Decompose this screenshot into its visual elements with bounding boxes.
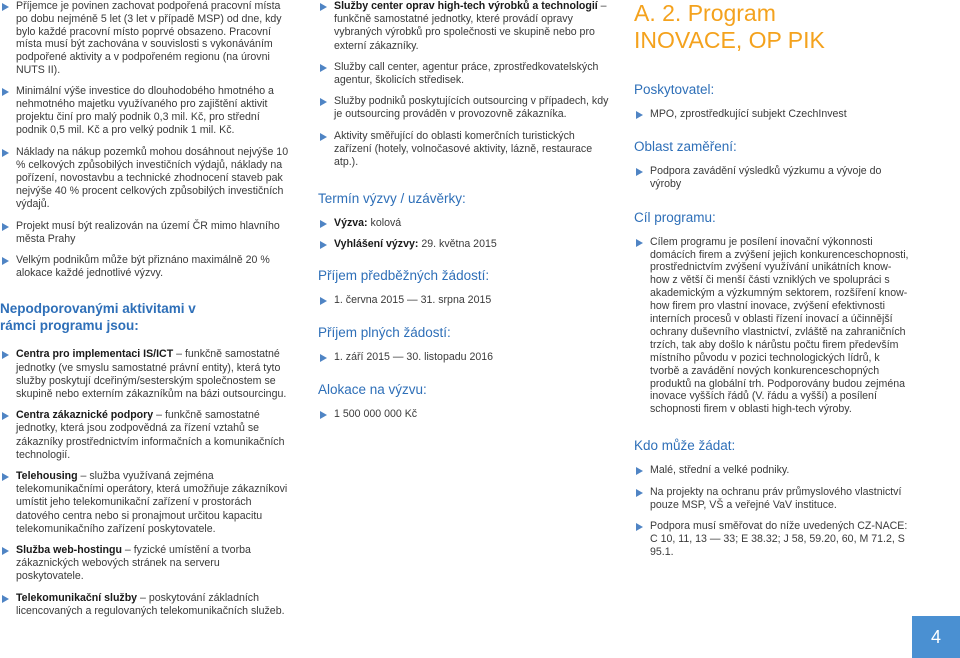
item-text: – služba využívaná zejména telekomunikačními operátory, která umožňuje zákazníkovi umístit jeho telekomunikační zařízení v prostorách datového centra nebo si pronajmout určitou kapacitu telekomunikačního zařízení poskytovatele. xyxy=(16,470,288,535)
list-item xyxy=(318,238,610,251)
full-applications-list xyxy=(318,351,610,364)
program-title-line1: A. 2. Program xyxy=(634,0,776,26)
list-item: Podpora zavádění výsledků výzkumu a vývoje do výroby xyxy=(634,165,910,191)
list-item: Cílem programu je posílení inovační výkonnosti domácích firem a zvýšení jejich konkurenceschopnosti, prostřednictvím zvýšení využívání unikátních know-how z větší či menší části vzniklých ve spolupráci s akademickým a výzkumným sektorem, rozšíření know-how firem pro vlastní inovace, zvýšení efektivnosti interních procesů v oblasti řízení inovací a účinnější ochrany duševního vlastnictví, zvláště na zahraničních trzích, tak aby došlo k nárůstu počtu firem především místního původu v pozici technologických lídrů, k tvorbě a zavádění nových konkurenceschopných produktů na globální trh. Podporovány budou zejména inovace vyšších řádů (V. řádu a vyšší) a posílení schopnosti firem v oblasti high-tech výroby. xyxy=(634,236,910,417)
who-can-apply-list xyxy=(634,464,910,559)
list-item: 1 500 000 000 Kč xyxy=(318,408,610,421)
focus-heading: Oblast zaměření: xyxy=(634,139,737,155)
list-item: Projekt musí být realizován na území ČR mimo hlavního města Prahy xyxy=(0,220,290,246)
item-bold: Telehousing xyxy=(16,470,78,483)
column-middle xyxy=(318,0,610,429)
item-bold: Služba web-hostingu xyxy=(16,544,122,557)
list-item: Malé, střední a velké podniky. xyxy=(634,464,910,477)
goal-heading: Cíl programu: xyxy=(634,209,716,225)
allocation-list xyxy=(318,408,610,421)
list-item: MPO, zprostředkující subjekt CzechInvest xyxy=(634,108,910,121)
item-text: – fyzické umístění a tvorba zákaznických webových stránek na serveru poskytovatele. xyxy=(16,544,251,583)
unsupported-list xyxy=(0,348,290,618)
who-can-apply-heading: Kdo může žádat: xyxy=(634,438,736,454)
provider-list xyxy=(634,108,910,121)
item-bold: Výzva: xyxy=(334,217,368,230)
list-item: Podpora musí směřovat do níže uvedených CZ-NACE: C 10, 11, 13 — 33; E 38.32; J 58, 59.20, 60, M 71.2, S 95.1. xyxy=(634,520,910,560)
pre-applications-heading: Příjem předběžných žádostí: xyxy=(318,267,490,283)
goal-list xyxy=(634,236,910,417)
item-bold: Vyhlášení výzvy: xyxy=(334,238,419,251)
program-title xyxy=(634,0,910,54)
list-item xyxy=(318,61,610,87)
term-heading: Termín výzvy / uzávěrky: xyxy=(318,191,466,207)
item-text: Služby call center, agentur práce, zprostředkovatelských agentur, školicích středisek. xyxy=(334,60,599,87)
list-item: Na projekty na ochranu práv průmyslového vlastnictví pouze MSP, VŠ a veřejné VaV instituce. xyxy=(634,486,910,512)
allocation-heading: Alokace na výzvu: xyxy=(318,382,427,398)
list-item xyxy=(0,348,290,401)
unsupported-heading: Nepodporovanými aktivitami v rámci programu jsou: xyxy=(0,301,196,334)
item-text: 29. května 2015 xyxy=(418,238,497,251)
list-item xyxy=(0,470,290,536)
list-item: Minimální výše investice do dlouhodobého hmotného a nehmotného majetku využívaného pro zajištění aktivit projektu činí pro malý podnik 0,3 mil. Kč, pro střední podnik 0,5 mil. Kč a pro velký podnik 1 mil. Kč. xyxy=(0,85,290,138)
item-text: – funkčně samostatné jednotky, která jsou zodpovědná za řízení vztahů se zákazníky prostřednictvím informačních a komunikačních technologií. xyxy=(16,409,285,461)
item-bold: Centra zákaznické podpory xyxy=(16,409,154,422)
item-text: Aktivity směřující do oblasti komerčních turistických zařízení (hotely, volnočasové aktivity, lázně, restaurace atp.). xyxy=(334,129,593,169)
item-bold: Telekomunikační služby xyxy=(16,591,138,604)
list-item xyxy=(318,130,610,170)
list-item xyxy=(318,0,610,53)
full-applications-heading: Příjem plných žádostí: xyxy=(318,324,451,340)
item-text: – poskytování základních licencovaných a regulovaných telekomunikačních služeb. xyxy=(16,591,285,617)
list-item: Příjemce je povinen zachovat podpořená pracovní místa po dobu nejméně 5 let (3 let v případě MSP) od dne, kdy bylo každé pracovní místo poprvé obsazeno. Pracovní místa musí být zachována v souvislosti s vykonáváním podpořené aktivity a v podpořeném regionu (na úrovni NUTS II). xyxy=(0,0,290,77)
page-number: 4 xyxy=(912,616,960,658)
item-text: – funkčně samostatné jednotky, které provádí opravy vybraných výrobků pro společnosti ve skupině nebo pro externí zákazníky. xyxy=(334,0,607,52)
list-item xyxy=(318,217,610,230)
list-item: 1. června 2015 — 31. srpna 2015 xyxy=(318,294,610,307)
list-item xyxy=(0,592,290,618)
program-title-line2: INOVACE, OP PIK xyxy=(634,27,825,53)
provider-heading: Poskytovatel: xyxy=(634,82,715,97)
focus-list xyxy=(634,165,910,191)
item-text: – funkčně samostatné jednotky (ve smyslu samostatné právní entity), která tyto služby poskytují dceřiným/sesterským společnostem se skupině nebo externím zákazníkům na bázi outsourcingu. xyxy=(16,348,287,401)
list-item xyxy=(0,409,290,462)
item-bold: Centra pro implementaci IS/ICT xyxy=(16,348,174,361)
requirements-list xyxy=(0,0,290,280)
item-bold: Služby center oprav high-tech výrobků a technologií xyxy=(334,0,598,12)
column-right xyxy=(634,0,910,568)
item-text: Služby podniků poskytujících outsourcing v případech, kdy je outsourcing prováděn v provozovně zákazníka. xyxy=(334,95,609,121)
unsupported-list-continued xyxy=(318,0,610,169)
list-item: Náklady na nákup pozemků mohou dosáhnout nejvýše 10 % celkových způsobilých investičních výdajů, náklady na pořízení, novostavbu a technické zhodnocení staveb pak nejvýše 40 % procent celkových způsobilých investičních výdajů. xyxy=(0,146,290,212)
list-item: Velkým podnikům může být přiznáno maximálně 20 % alokace každé jednotlivé výzvy. xyxy=(0,254,290,280)
list-item xyxy=(0,544,290,584)
item-text: kolová xyxy=(367,217,402,230)
pre-applications-list xyxy=(318,294,610,307)
column-left xyxy=(0,0,290,626)
list-item xyxy=(318,95,610,121)
list-item: 1. září 2015 — 30. listopadu 2016 xyxy=(318,351,610,364)
term-list xyxy=(318,217,610,251)
